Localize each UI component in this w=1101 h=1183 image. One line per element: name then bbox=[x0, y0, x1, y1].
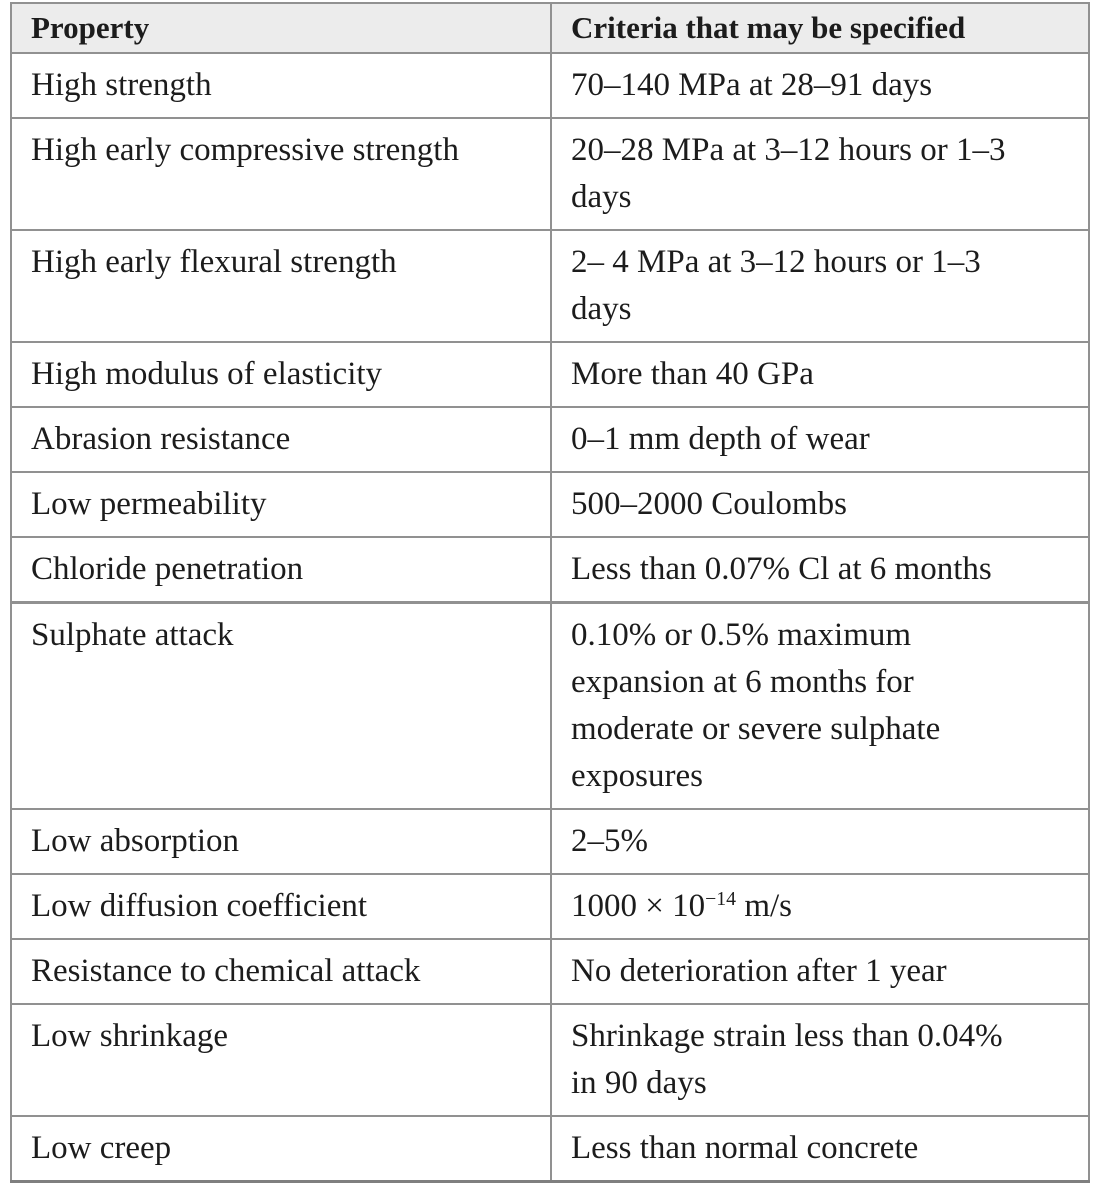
criteria-cell: 500–2000 Coulombs bbox=[551, 472, 1089, 537]
criteria-cell: 70–140 MPa at 28–91 days bbox=[551, 53, 1089, 118]
criteria-cell: More than 40 GPa bbox=[551, 342, 1089, 407]
criteria-cell: Less than normal concrete bbox=[551, 1116, 1089, 1182]
property-cell: High early flexural strength bbox=[11, 230, 551, 342]
table-body bbox=[11, 53, 1089, 1182]
property-cell: Low creep bbox=[11, 1116, 551, 1182]
table-header bbox=[11, 3, 1089, 53]
properties-table bbox=[10, 2, 1090, 1183]
table-row bbox=[11, 407, 1089, 472]
table-row bbox=[11, 537, 1089, 603]
property-cell: Low absorption bbox=[11, 809, 551, 874]
header-cell-property: Property bbox=[11, 3, 551, 53]
criteria-cell: 0–1 mm depth of wear bbox=[551, 407, 1089, 472]
criteria-cell: 20–28 MPa at 3–12 hours or 1–3 days bbox=[551, 118, 1089, 230]
table-row bbox=[11, 342, 1089, 407]
criteria-cell: Shrinkage strain less than 0.04% in 90 days bbox=[551, 1004, 1089, 1116]
property-cell: Low diffusion coefficient bbox=[11, 874, 551, 939]
criteria-cell: $1000 \times 10^{-14}$ m/s bbox=[551, 874, 1089, 939]
table-row bbox=[11, 230, 1089, 342]
property-cell: High modulus of elasticity bbox=[11, 342, 551, 407]
table-row bbox=[11, 118, 1089, 230]
header-row bbox=[11, 3, 1089, 53]
table-row bbox=[11, 603, 1089, 810]
property-cell: Resistance to chemical attack bbox=[11, 939, 551, 1004]
criteria-cell: 0.10% or 0.5% maximum expansion at 6 months for moderate or severe sulphate exposures bbox=[551, 603, 1089, 810]
table-row bbox=[11, 53, 1089, 118]
table-row bbox=[11, 939, 1089, 1004]
property-cell: High strength bbox=[11, 53, 551, 118]
criteria-cell: No deterioration after 1 year bbox=[551, 939, 1089, 1004]
property-cell: Abrasion resistance bbox=[11, 407, 551, 472]
table-row bbox=[11, 1004, 1089, 1116]
criteria-cell: Less than 0.07% Cl at 6 months bbox=[551, 537, 1089, 603]
criteria-cell: 2– 4 MPa at 3–12 hours or 1–3 days bbox=[551, 230, 1089, 342]
property-cell: Low shrinkage bbox=[11, 1004, 551, 1116]
property-cell: Sulphate attack bbox=[11, 603, 551, 810]
property-cell: High early compressive strength bbox=[11, 118, 551, 230]
criteria-cell: 2–5% bbox=[551, 809, 1089, 874]
table-row bbox=[11, 874, 1089, 939]
properties-table-container bbox=[10, 2, 1090, 1183]
property-cell: Low permeability bbox=[11, 472, 551, 537]
property-cell: Chloride penetration bbox=[11, 537, 551, 603]
table-row bbox=[11, 472, 1089, 537]
header-cell-criteria: Criteria that may be specified bbox=[551, 3, 1089, 53]
table-row bbox=[11, 809, 1089, 874]
table-row bbox=[11, 1116, 1089, 1182]
